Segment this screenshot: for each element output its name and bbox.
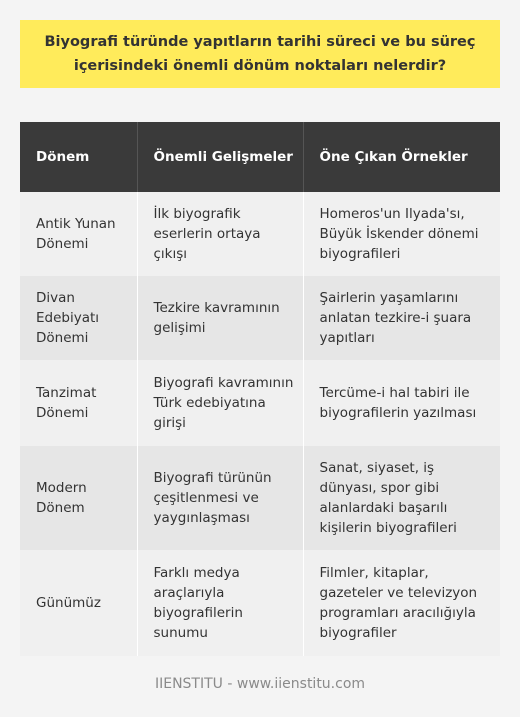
table-row bbox=[20, 192, 500, 276]
table-row bbox=[20, 276, 500, 360]
cell-developments: Farklı medya araçlarıyla biyografilerin sunumu bbox=[137, 550, 303, 656]
cell-examples: Şairlerin yaşamlarını anlatan tezkire-i şuara yapıtları bbox=[303, 276, 500, 360]
cell-period: Antik Yunan Dönemi bbox=[20, 192, 137, 276]
cell-developments: İlk biyografik eserlerin ortaya çıkışı bbox=[137, 192, 303, 276]
cell-developments: Biyografi türünün çeşitlenmesi ve yaygınlaşması bbox=[137, 446, 303, 550]
cell-examples: Tercüme-i hal tabiri ile biyografilerin yazılması bbox=[303, 360, 500, 446]
cell-developments: Tezkire kavramının gelişimi bbox=[137, 276, 303, 360]
question-text: Biyografi türünde yapıtların tarihi süreci ve bu süreç içerisindeki önemli dönüm noktaları nelerdir? bbox=[44, 34, 476, 74]
header-period: Dönem bbox=[20, 122, 137, 192]
cell-period: Günümüz bbox=[20, 550, 137, 656]
cell-period: Divan Edebiyatı Dönemi bbox=[20, 276, 137, 360]
cell-examples: Sanat, siyaset, iş dünyası, spor gibi alanlardaki başarılı kişilerin biyografileri bbox=[303, 446, 500, 550]
cell-period: Modern Dönem bbox=[20, 446, 137, 550]
table-row bbox=[20, 550, 500, 656]
question-banner bbox=[20, 20, 500, 88]
footer-credit: IIENSTITU - www.iienstitu.com bbox=[154, 676, 366, 692]
header-examples: Öne Çıkan Örnekler bbox=[303, 122, 500, 192]
cell-examples: Homeros'un Ilyada'sı, Büyük İskender dönemi biyografileri bbox=[303, 192, 500, 276]
table-header-row bbox=[20, 122, 500, 192]
biography-history-table bbox=[20, 122, 500, 656]
table-row bbox=[20, 360, 500, 446]
cell-developments: Biyografi kavramının Türk edebiyatına girişi bbox=[137, 360, 303, 446]
cell-period: Tanzimat Dönemi bbox=[20, 360, 137, 446]
header-developments: Önemli Gelişmeler bbox=[137, 122, 303, 192]
table-row bbox=[20, 446, 500, 550]
cell-examples: Filmler, kitaplar, gazeteler ve televizyon programları aracılığıyla biyografiler bbox=[303, 550, 500, 656]
